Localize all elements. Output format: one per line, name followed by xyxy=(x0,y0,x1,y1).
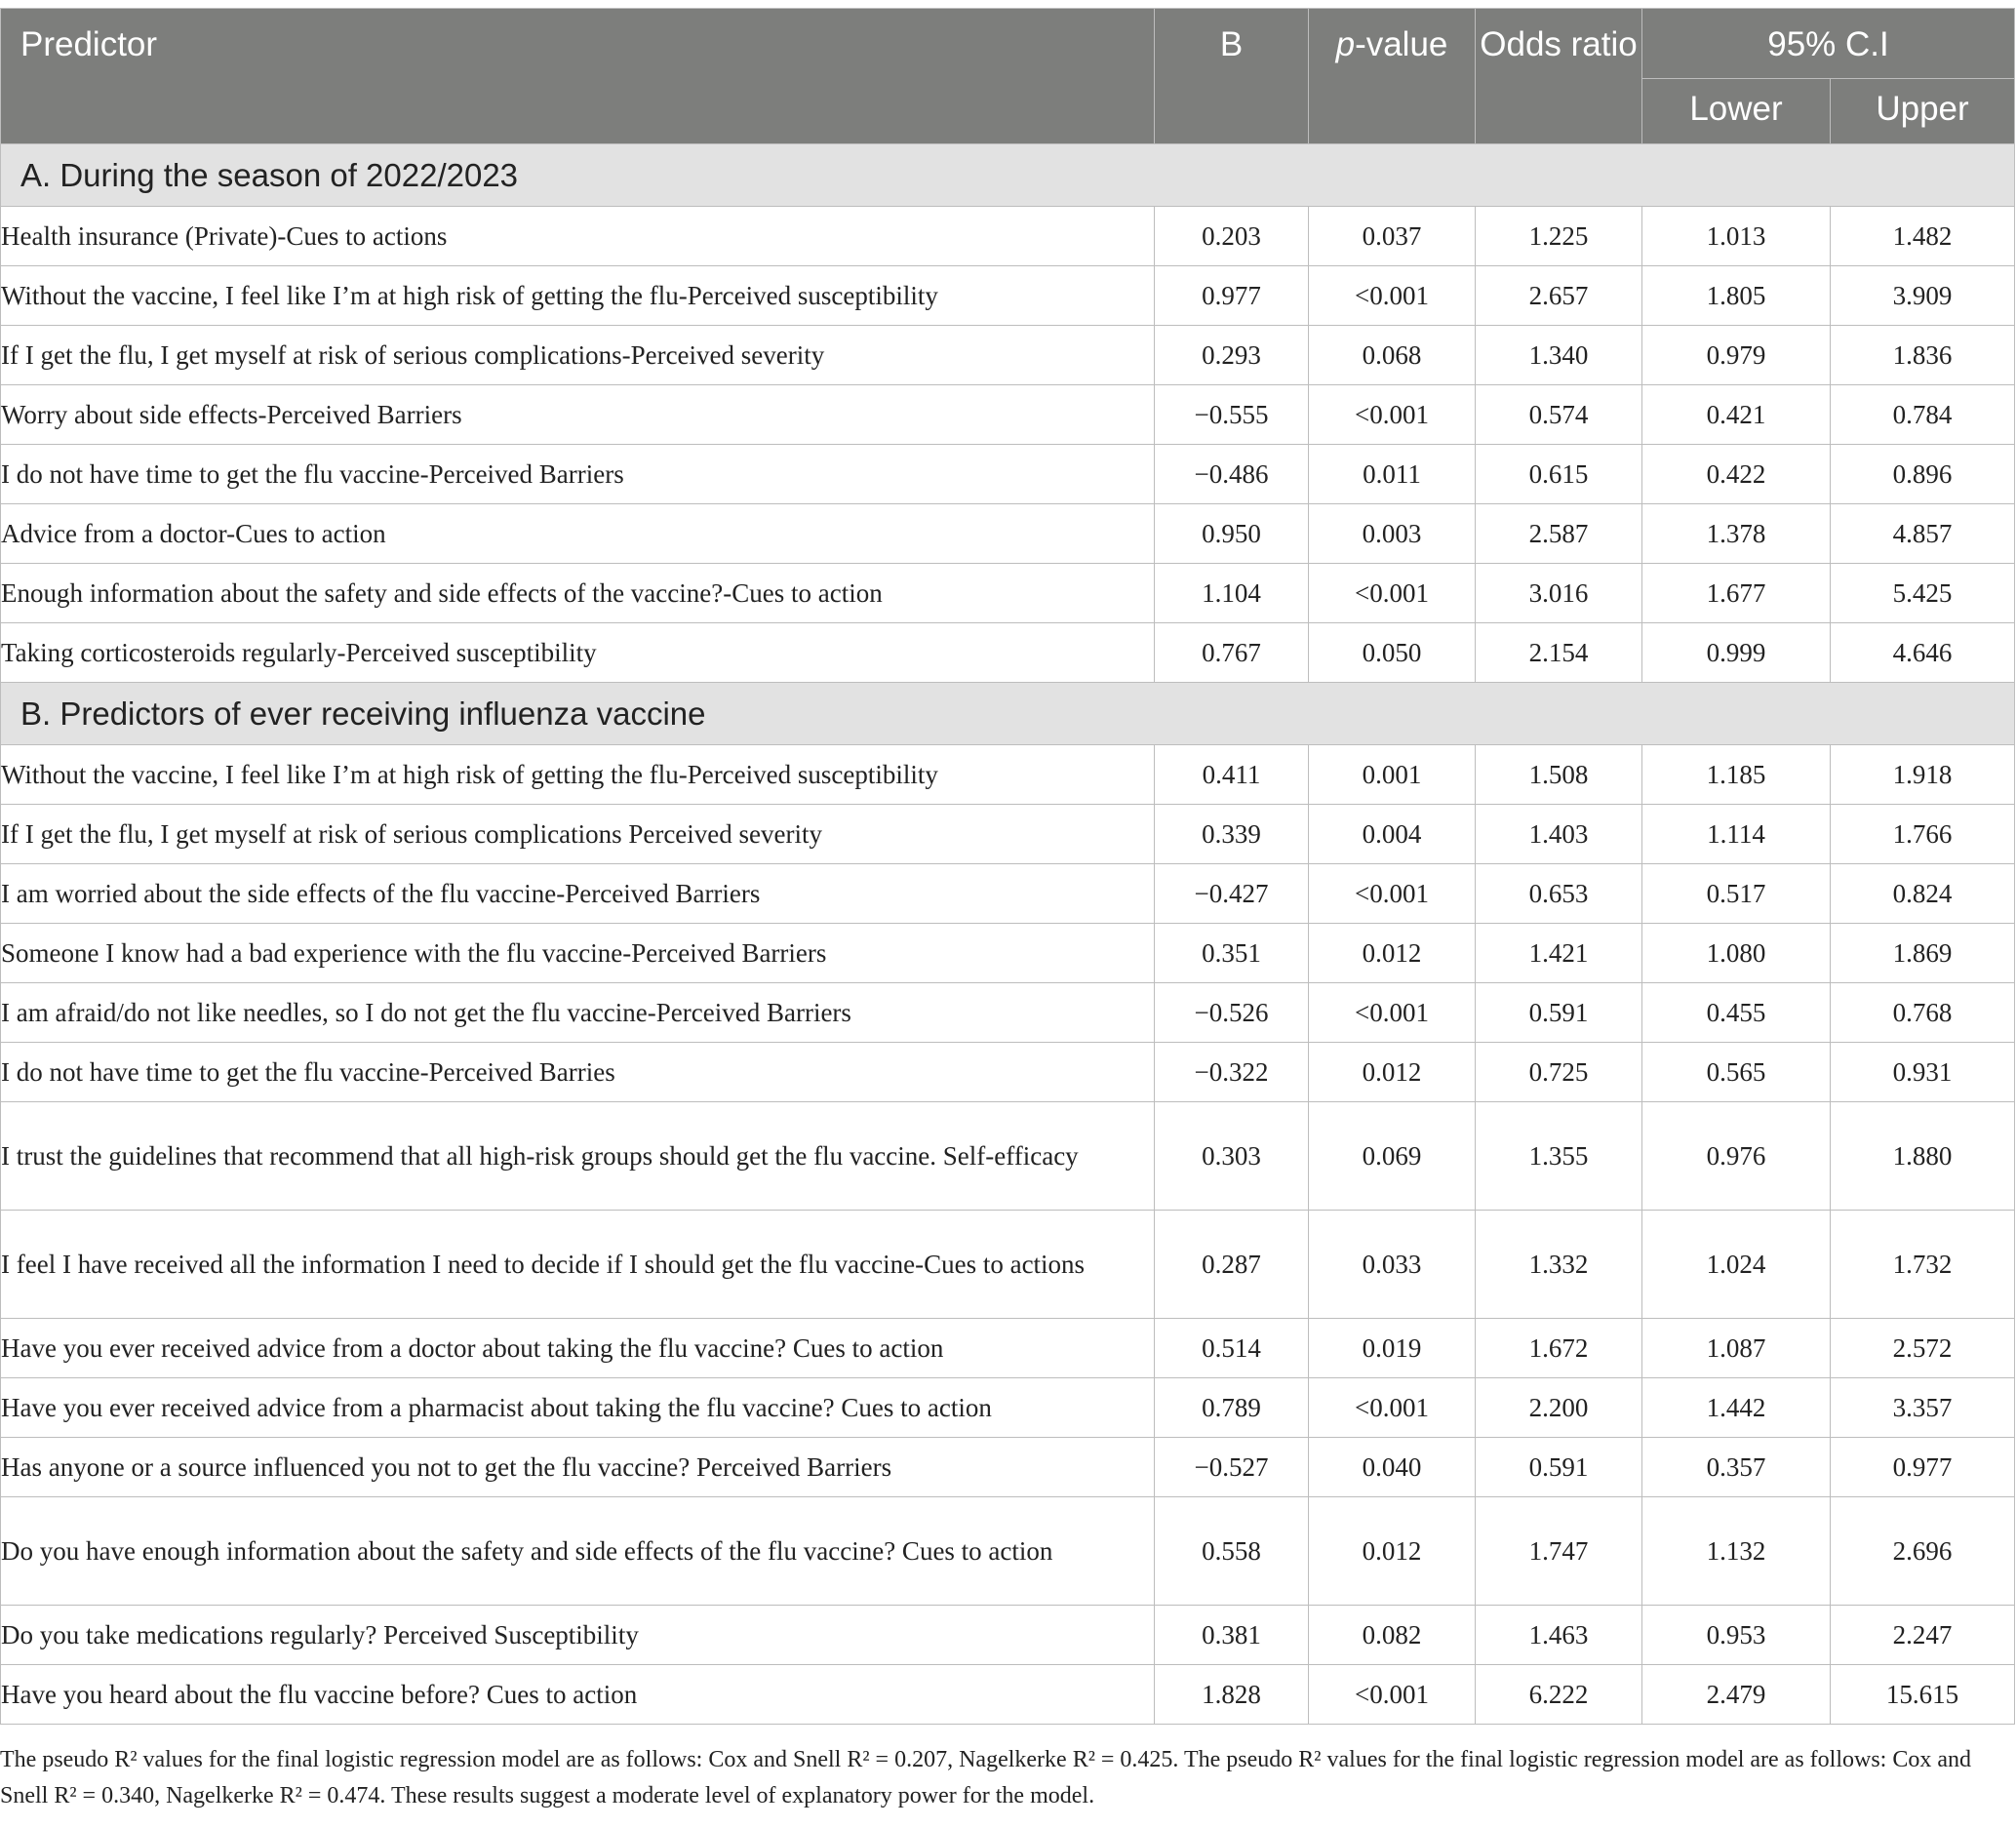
cell-predictor: Has anyone or a source influenced you not to get the flu vaccine? Perceived Barriers xyxy=(1,1438,1155,1497)
section-header-row xyxy=(1,683,2015,745)
table-row xyxy=(1,1043,2015,1102)
header-p-suffix: -value xyxy=(1355,25,1448,63)
cell-b: 0.293 xyxy=(1155,326,1309,385)
cell-ci-lower: 0.953 xyxy=(1642,1606,1831,1665)
cell-odds-ratio: 0.591 xyxy=(1476,1438,1642,1497)
cell-predictor: I feel I have received all the information I need to decide if I should get the flu vaccine-Cues to actions xyxy=(1,1211,1155,1319)
cell-predictor: Advice from a doctor-Cues to action xyxy=(1,504,1155,564)
table-row xyxy=(1,1438,2015,1497)
header-predictor: Predictor xyxy=(1,9,1155,144)
header-p-italic: p xyxy=(1335,25,1356,63)
cell-p-value: 0.019 xyxy=(1309,1319,1476,1378)
cell-ci-upper: 1.836 xyxy=(1831,326,2015,385)
table-row xyxy=(1,745,2015,805)
cell-predictor: I do not have time to get the flu vaccine-Perceived Barries xyxy=(1,1043,1155,1102)
cell-b: 0.411 xyxy=(1155,745,1309,805)
cell-predictor: I am worried about the side effects of the flu vaccine-Perceived Barriers xyxy=(1,864,1155,924)
cell-ci-lower: 1.378 xyxy=(1642,504,1831,564)
cell-ci-lower: 1.677 xyxy=(1642,564,1831,623)
cell-b: 0.303 xyxy=(1155,1102,1309,1211)
cell-ci-upper: 0.768 xyxy=(1831,983,2015,1043)
cell-p-value: 0.082 xyxy=(1309,1606,1476,1665)
cell-ci-upper: 3.909 xyxy=(1831,266,2015,326)
table-container xyxy=(0,8,2016,1725)
cell-odds-ratio: 2.200 xyxy=(1476,1378,1642,1438)
cell-ci-lower: 1.185 xyxy=(1642,745,1831,805)
cell-p-value: <0.001 xyxy=(1309,266,1476,326)
cell-predictor: If I get the flu, I get myself at risk of serious complications Perceived severity xyxy=(1,805,1155,864)
cell-predictor: Do you have enough information about the safety and side effects of the flu vaccine? Cues to action xyxy=(1,1497,1155,1606)
cell-p-value: 0.012 xyxy=(1309,924,1476,983)
cell-ci-lower: 0.979 xyxy=(1642,326,1831,385)
table-row xyxy=(1,1606,2015,1665)
cell-p-value: <0.001 xyxy=(1309,864,1476,924)
cell-ci-lower: 0.421 xyxy=(1642,385,1831,445)
cell-odds-ratio: 6.222 xyxy=(1476,1665,1642,1725)
cell-predictor: Have you ever received advice from a pharmacist about taking the flu vaccine? Cues to action xyxy=(1,1378,1155,1438)
table-row xyxy=(1,1102,2015,1211)
cell-ci-lower: 0.565 xyxy=(1642,1043,1831,1102)
cell-ci-upper: 5.425 xyxy=(1831,564,2015,623)
header-p-value xyxy=(1309,9,1476,144)
cell-ci-upper: 4.857 xyxy=(1831,504,2015,564)
cell-p-value: 0.004 xyxy=(1309,805,1476,864)
cell-ci-lower: 1.805 xyxy=(1642,266,1831,326)
cell-ci-lower: 1.114 xyxy=(1642,805,1831,864)
cell-b: 0.558 xyxy=(1155,1497,1309,1606)
cell-odds-ratio: 2.587 xyxy=(1476,504,1642,564)
cell-odds-ratio: 2.154 xyxy=(1476,623,1642,683)
cell-b: 0.287 xyxy=(1155,1211,1309,1319)
cell-p-value: <0.001 xyxy=(1309,564,1476,623)
table-row xyxy=(1,504,2015,564)
cell-odds-ratio: 1.508 xyxy=(1476,745,1642,805)
cell-ci-lower: 0.517 xyxy=(1642,864,1831,924)
cell-odds-ratio: 0.615 xyxy=(1476,445,1642,504)
cell-b: 0.351 xyxy=(1155,924,1309,983)
table-row xyxy=(1,207,2015,266)
cell-b: 0.381 xyxy=(1155,1606,1309,1665)
cell-predictor: Have you heard about the flu vaccine before? Cues to action xyxy=(1,1665,1155,1725)
table-row xyxy=(1,385,2015,445)
cell-odds-ratio: 0.591 xyxy=(1476,983,1642,1043)
cell-ci-lower: 1.087 xyxy=(1642,1319,1831,1378)
cell-ci-upper: 1.732 xyxy=(1831,1211,2015,1319)
cell-ci-upper: 0.931 xyxy=(1831,1043,2015,1102)
cell-odds-ratio: 0.653 xyxy=(1476,864,1642,924)
cell-ci-upper: 4.646 xyxy=(1831,623,2015,683)
cell-p-value: 0.037 xyxy=(1309,207,1476,266)
cell-b: −0.555 xyxy=(1155,385,1309,445)
cell-p-value: 0.001 xyxy=(1309,745,1476,805)
cell-b: 1.104 xyxy=(1155,564,1309,623)
cell-ci-upper: 1.918 xyxy=(1831,745,2015,805)
cell-predictor: Someone I know had a bad experience with the flu vaccine-Perceived Barriers xyxy=(1,924,1155,983)
section-title: A. During the season of 2022/2023 xyxy=(1,144,2015,207)
table-row xyxy=(1,924,2015,983)
cell-predictor: I do not have time to get the flu vaccine-Perceived Barriers xyxy=(1,445,1155,504)
table-row xyxy=(1,1665,2015,1725)
cell-odds-ratio: 2.657 xyxy=(1476,266,1642,326)
cell-ci-upper: 2.247 xyxy=(1831,1606,2015,1665)
cell-odds-ratio: 1.332 xyxy=(1476,1211,1642,1319)
cell-b: −0.527 xyxy=(1155,1438,1309,1497)
cell-odds-ratio: 1.340 xyxy=(1476,326,1642,385)
cell-ci-upper: 0.896 xyxy=(1831,445,2015,504)
cell-predictor: If I get the flu, I get myself at risk of serious complications-Perceived severity xyxy=(1,326,1155,385)
section-title: B. Predictors of ever receiving influenza vaccine xyxy=(1,683,2015,745)
cell-ci-lower: 1.080 xyxy=(1642,924,1831,983)
cell-predictor: Without the vaccine, I feel like I’m at high risk of getting the flu-Perceived susceptibility xyxy=(1,745,1155,805)
cell-ci-upper: 2.696 xyxy=(1831,1497,2015,1606)
cell-predictor: Do you take medications regularly? Perceived Susceptibility xyxy=(1,1606,1155,1665)
cell-b: 0.514 xyxy=(1155,1319,1309,1378)
cell-ci-lower: 1.132 xyxy=(1642,1497,1831,1606)
cell-ci-lower: 1.024 xyxy=(1642,1211,1831,1319)
cell-p-value: 0.011 xyxy=(1309,445,1476,504)
cell-ci-lower: 0.999 xyxy=(1642,623,1831,683)
cell-predictor: Worry about side effects-Perceived Barriers xyxy=(1,385,1155,445)
cell-b: −0.526 xyxy=(1155,983,1309,1043)
cell-predictor: Enough information about the safety and side effects of the vaccine?-Cues to action xyxy=(1,564,1155,623)
header-ci: 95% C.I xyxy=(1642,9,2015,79)
cell-b: 1.828 xyxy=(1155,1665,1309,1725)
cell-b: −0.322 xyxy=(1155,1043,1309,1102)
cell-ci-upper: 3.357 xyxy=(1831,1378,2015,1438)
cell-b: 0.203 xyxy=(1155,207,1309,266)
cell-b: 0.789 xyxy=(1155,1378,1309,1438)
cell-predictor: Without the vaccine, I feel like I’m at high risk of getting the flu-Perceived susceptibility xyxy=(1,266,1155,326)
regression-table xyxy=(0,8,2015,1725)
cell-p-value: 0.012 xyxy=(1309,1043,1476,1102)
cell-ci-upper: 0.977 xyxy=(1831,1438,2015,1497)
cell-odds-ratio: 0.725 xyxy=(1476,1043,1642,1102)
table-row xyxy=(1,864,2015,924)
cell-p-value: 0.033 xyxy=(1309,1211,1476,1319)
header-lower: Lower xyxy=(1642,79,1831,144)
cell-b: −0.427 xyxy=(1155,864,1309,924)
cell-predictor: Have you ever received advice from a doctor about taking the flu vaccine? Cues to action xyxy=(1,1319,1155,1378)
table-row xyxy=(1,623,2015,683)
cell-b: 0.339 xyxy=(1155,805,1309,864)
cell-ci-lower: 1.013 xyxy=(1642,207,1831,266)
table-row xyxy=(1,445,2015,504)
cell-odds-ratio: 1.463 xyxy=(1476,1606,1642,1665)
table-row xyxy=(1,983,2015,1043)
cell-ci-lower: 0.455 xyxy=(1642,983,1831,1043)
table-body xyxy=(1,144,2015,1725)
cell-p-value: <0.001 xyxy=(1309,385,1476,445)
cell-p-value: 0.068 xyxy=(1309,326,1476,385)
cell-ci-lower: 0.357 xyxy=(1642,1438,1831,1497)
cell-ci-lower: 1.442 xyxy=(1642,1378,1831,1438)
table-row xyxy=(1,1319,2015,1378)
cell-p-value: 0.040 xyxy=(1309,1438,1476,1497)
cell-b: −0.486 xyxy=(1155,445,1309,504)
cell-odds-ratio: 1.225 xyxy=(1476,207,1642,266)
table-row xyxy=(1,1378,2015,1438)
header-upper: Upper xyxy=(1831,79,2015,144)
table-footnote: The pseudo R² values for the final logistic regression model are as follows: Cox and Snell R² = 0.207, Nagelkerke R² = 0.425. The pseudo R² values for the final logistic regression model are as follows: Cox and Snell R² = 0.340, Nagelkerke R² = 0.474. These results suggest a moderate level of explanatory power for the model. xyxy=(0,1747,1972,1808)
section-header-row xyxy=(1,144,2015,207)
header-b: B xyxy=(1155,9,1309,144)
cell-ci-lower: 0.422 xyxy=(1642,445,1831,504)
cell-odds-ratio: 3.016 xyxy=(1476,564,1642,623)
table-row xyxy=(1,564,2015,623)
header-odds-ratio: Odds ratio xyxy=(1476,9,1642,144)
cell-p-value: <0.001 xyxy=(1309,1665,1476,1725)
cell-p-value: <0.001 xyxy=(1309,983,1476,1043)
table-header xyxy=(1,9,2015,144)
cell-ci-upper: 1.482 xyxy=(1831,207,2015,266)
cell-ci-lower: 0.976 xyxy=(1642,1102,1831,1211)
cell-odds-ratio: 1.747 xyxy=(1476,1497,1642,1606)
table-row xyxy=(1,326,2015,385)
cell-p-value: 0.003 xyxy=(1309,504,1476,564)
cell-odds-ratio: 1.355 xyxy=(1476,1102,1642,1211)
cell-p-value: 0.012 xyxy=(1309,1497,1476,1606)
table-row xyxy=(1,1211,2015,1319)
cell-ci-upper: 15.615 xyxy=(1831,1665,2015,1725)
cell-ci-upper: 1.766 xyxy=(1831,805,2015,864)
cell-predictor: I trust the guidelines that recommend that all high-risk groups should get the flu vaccine. Self-efficacy xyxy=(1,1102,1155,1211)
cell-b: 0.977 xyxy=(1155,266,1309,326)
cell-ci-upper: 0.784 xyxy=(1831,385,2015,445)
table-row xyxy=(1,805,2015,864)
cell-b: 0.767 xyxy=(1155,623,1309,683)
cell-ci-upper: 1.880 xyxy=(1831,1102,2015,1211)
cell-predictor: Health insurance (Private)-Cues to actions xyxy=(1,207,1155,266)
cell-p-value: 0.050 xyxy=(1309,623,1476,683)
table-row xyxy=(1,1497,2015,1606)
cell-ci-lower: 2.479 xyxy=(1642,1665,1831,1725)
cell-odds-ratio: 1.672 xyxy=(1476,1319,1642,1378)
cell-p-value: <0.001 xyxy=(1309,1378,1476,1438)
cell-ci-upper: 2.572 xyxy=(1831,1319,2015,1378)
cell-odds-ratio: 0.574 xyxy=(1476,385,1642,445)
cell-predictor: I am afraid/do not like needles, so I do not get the flu vaccine-Perceived Barriers xyxy=(1,983,1155,1043)
cell-ci-upper: 1.869 xyxy=(1831,924,2015,983)
cell-b: 0.950 xyxy=(1155,504,1309,564)
cell-odds-ratio: 1.403 xyxy=(1476,805,1642,864)
table-row xyxy=(1,266,2015,326)
cell-ci-upper: 0.824 xyxy=(1831,864,2015,924)
cell-p-value: 0.069 xyxy=(1309,1102,1476,1211)
cell-predictor: Taking corticosteroids regularly-Perceived susceptibility xyxy=(1,623,1155,683)
cell-odds-ratio: 1.421 xyxy=(1476,924,1642,983)
